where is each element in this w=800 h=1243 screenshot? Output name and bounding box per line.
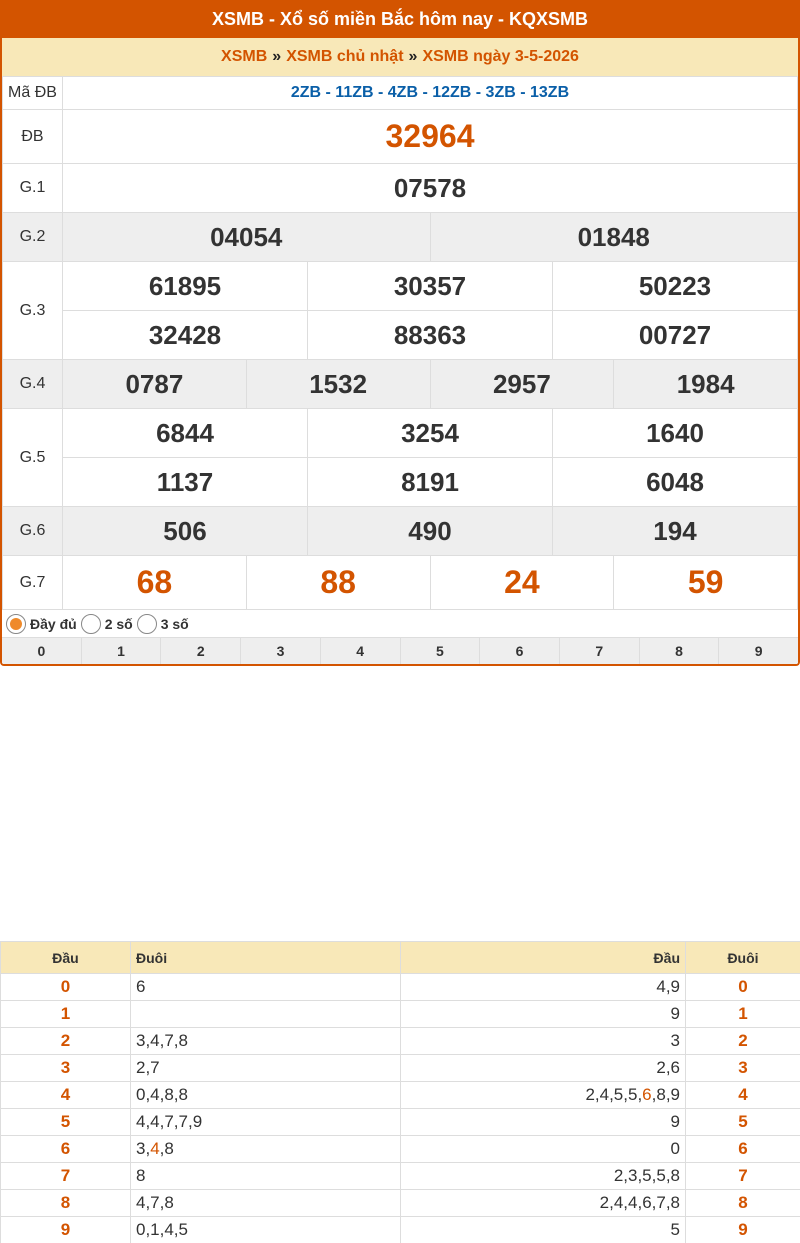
option-full-label: Đầy đủ: [30, 615, 77, 632]
loto-row: [1, 1190, 800, 1217]
g1-row: [3, 164, 798, 213]
loto-dau: 0: [1, 974, 131, 1001]
madb-row: [3, 77, 798, 110]
digit-filter-9[interactable]: 9: [754, 643, 763, 659]
g5-row: [3, 458, 798, 507]
loto-duoi: 6: [686, 1136, 800, 1163]
loto-duoi: 0: [686, 974, 800, 1001]
loto-head: 9: [401, 1109, 686, 1136]
prize-g3-number: 88363: [308, 311, 553, 360]
loto-head-highlight: 6: [642, 1085, 652, 1104]
loto-head: 2,3,5,5,8: [401, 1163, 686, 1190]
g4-row: [3, 360, 798, 409]
loto-head: 0: [401, 1136, 686, 1163]
loto-head: [401, 1082, 686, 1109]
loto-head-part: 2,4,5,5,: [585, 1085, 643, 1104]
loto-dau: 3: [1, 1055, 131, 1082]
loto-row: [1, 974, 800, 1001]
prize-g6-number: 194: [553, 507, 798, 556]
prize-g6-number: 490: [308, 507, 553, 556]
digit-filter-3[interactable]: 3: [241, 638, 321, 665]
prize-g4-number: 1984: [614, 360, 798, 409]
db-label: ĐB: [3, 110, 63, 164]
loto-table: [0, 941, 800, 1243]
loto-tail: 0,1,4,5: [131, 1217, 401, 1243]
prize-g2-number: 04054: [63, 213, 431, 262]
radio-selected-icon[interactable]: [6, 614, 26, 634]
option-full[interactable]: [6, 614, 77, 634]
prize-g3-number: 50223: [553, 262, 798, 311]
digit-filter-6[interactable]: 6: [480, 638, 560, 665]
g6-label: G.6: [3, 507, 63, 556]
option-two-digits[interactable]: [81, 614, 133, 634]
g4-label: G.4: [3, 360, 63, 409]
g2-label: G.2: [3, 213, 63, 262]
breadcrumb: [2, 38, 798, 76]
loto-row: [1, 1082, 800, 1109]
loto-header-row: [1, 942, 800, 974]
result-table: [2, 76, 798, 610]
loto-row: [1, 1163, 800, 1190]
loto-dau: 9: [1, 1217, 131, 1243]
loto-head: 2,4,4,6,7,8: [401, 1190, 686, 1217]
g3-row: [3, 311, 798, 360]
prize-g4-number: 2957: [430, 360, 614, 409]
prize-g1-number: 07578: [63, 164, 798, 213]
loto-row: [1, 1136, 800, 1163]
loto-tail-part: 3,: [136, 1139, 151, 1158]
loto-duoi: 3: [686, 1055, 800, 1082]
loto-duoi: 7: [686, 1163, 800, 1190]
loto-dau: 4: [1, 1082, 131, 1109]
loto-tail: 4,7,8: [131, 1190, 401, 1217]
loto-tail: 6: [131, 974, 401, 1001]
prize-g5-number: 6844: [63, 409, 308, 458]
loto-tail: 0,4,8,8: [131, 1082, 401, 1109]
prize-g5-number: 8191: [308, 458, 553, 507]
header-duoi: Đuôi: [131, 942, 401, 974]
loto-duoi: 9: [686, 1217, 800, 1243]
loto-head: 9: [401, 1001, 686, 1028]
breadcrumb-sunday-link[interactable]: XSMB chủ nhật: [286, 48, 404, 65]
prize-g7-number: 59: [614, 556, 798, 610]
prize-g4-number: 0787: [63, 360, 247, 409]
digit-filter-4[interactable]: 4: [321, 638, 401, 665]
g5-label: G.5: [3, 409, 63, 507]
loto-head: 4,9: [401, 974, 686, 1001]
prize-g6-number: 506: [63, 507, 308, 556]
prize-g5-number: 1640: [553, 409, 798, 458]
prize-g3-number: 61895: [63, 262, 308, 311]
loto-head: 5: [401, 1217, 686, 1243]
breadcrumb-separator: »: [408, 48, 418, 65]
loto-dau: 8: [1, 1190, 131, 1217]
breadcrumb-xsmb-link[interactable]: XSMB: [221, 48, 268, 65]
g6-row: [3, 507, 798, 556]
loto-tail: [131, 1001, 401, 1028]
g2-row: [3, 213, 798, 262]
digit-filter-0[interactable]: 0: [2, 638, 82, 665]
g3-label: G.3: [3, 262, 63, 360]
loto-tail: 3,4,7,8: [131, 1028, 401, 1055]
page-title: XSMB - Xổ số miền Bắc hôm nay - KQXSMB: [2, 0, 798, 38]
prize-g5-number: 6048: [553, 458, 798, 507]
digit-filter-2[interactable]: 2: [161, 638, 241, 665]
prize-g5-number: 1137: [63, 458, 308, 507]
loto-duoi: 1: [686, 1001, 800, 1028]
prize-g2-number: 01848: [430, 213, 798, 262]
digit-filter-1[interactable]: 1: [82, 638, 162, 665]
loto-dau: 5: [1, 1109, 131, 1136]
loto-head: 2,6: [401, 1055, 686, 1082]
prize-g3-number: 30357: [308, 262, 553, 311]
prize-g7-number: 68: [63, 556, 247, 610]
header-dau: Đầu: [1, 942, 131, 974]
g3-row: [3, 262, 798, 311]
display-options: [2, 610, 798, 638]
madb-value: 2ZB - 11ZB - 4ZB - 12ZB - 3ZB - 13ZB: [63, 77, 798, 110]
prize-g7-number: 24: [430, 556, 614, 610]
loto-tail: 2,7: [131, 1055, 401, 1082]
prize-g3-number: 00727: [553, 311, 798, 360]
option-three-digits[interactable]: [137, 614, 189, 634]
prize-g4-number: 1532: [246, 360, 430, 409]
loto-tail: 4,4,7,7,9: [131, 1109, 401, 1136]
g1-label: G.1: [3, 164, 63, 213]
loto-row: [1, 1055, 800, 1082]
loto-head: 3: [401, 1028, 686, 1055]
madb-label: Mã ĐB: [3, 77, 63, 110]
loto-row: [1, 1109, 800, 1136]
digit-filter-5[interactable]: 5: [401, 638, 481, 665]
radio-icon[interactable]: [137, 614, 157, 634]
prize-g3-number: 32428: [63, 311, 308, 360]
db-row: [3, 110, 798, 164]
loto-tail-part: ,8: [159, 1139, 174, 1158]
loto-tail-highlight: 4: [150, 1139, 160, 1158]
loto-dau: 2: [1, 1028, 131, 1055]
loto-duoi: 5: [686, 1109, 800, 1136]
loto-row: [1, 1028, 800, 1055]
loto-dau: 1: [1, 1001, 131, 1028]
loto-tail: [131, 1136, 401, 1163]
loto-tail: 8: [131, 1163, 401, 1190]
loto-dau: 6: [1, 1136, 131, 1163]
breadcrumb-separator: »: [272, 48, 282, 65]
loto-duoi: 8: [686, 1190, 800, 1217]
loto-row: [1, 1217, 800, 1243]
g7-row: [3, 556, 798, 610]
digit-filter-8[interactable]: 8: [640, 638, 720, 665]
header-duoi-right: Đuôi: [686, 942, 800, 974]
loto-duoi: 2: [686, 1028, 800, 1055]
loto-row: [1, 1001, 800, 1028]
radio-icon[interactable]: [81, 614, 101, 634]
loto-head-part: ,8,9: [651, 1085, 680, 1104]
option-three-label: 3 số: [160, 615, 189, 632]
digit-filter-bar: [2, 638, 798, 665]
option-two-label: 2 số: [104, 615, 133, 632]
prize-g7-number: 88: [246, 556, 430, 610]
breadcrumb-date-link[interactable]: XSMB ngày 3-5-2026: [422, 48, 579, 65]
digit-filter-7[interactable]: 7: [560, 638, 640, 665]
loto-dau: 7: [1, 1163, 131, 1190]
g7-label: G.7: [3, 556, 63, 610]
prize-db-number: 32964: [63, 110, 798, 164]
prize-g5-number: 3254: [308, 409, 553, 458]
header-dau-right: Đầu: [401, 942, 686, 974]
g5-row: [3, 409, 798, 458]
loto-duoi: 4: [686, 1082, 800, 1109]
